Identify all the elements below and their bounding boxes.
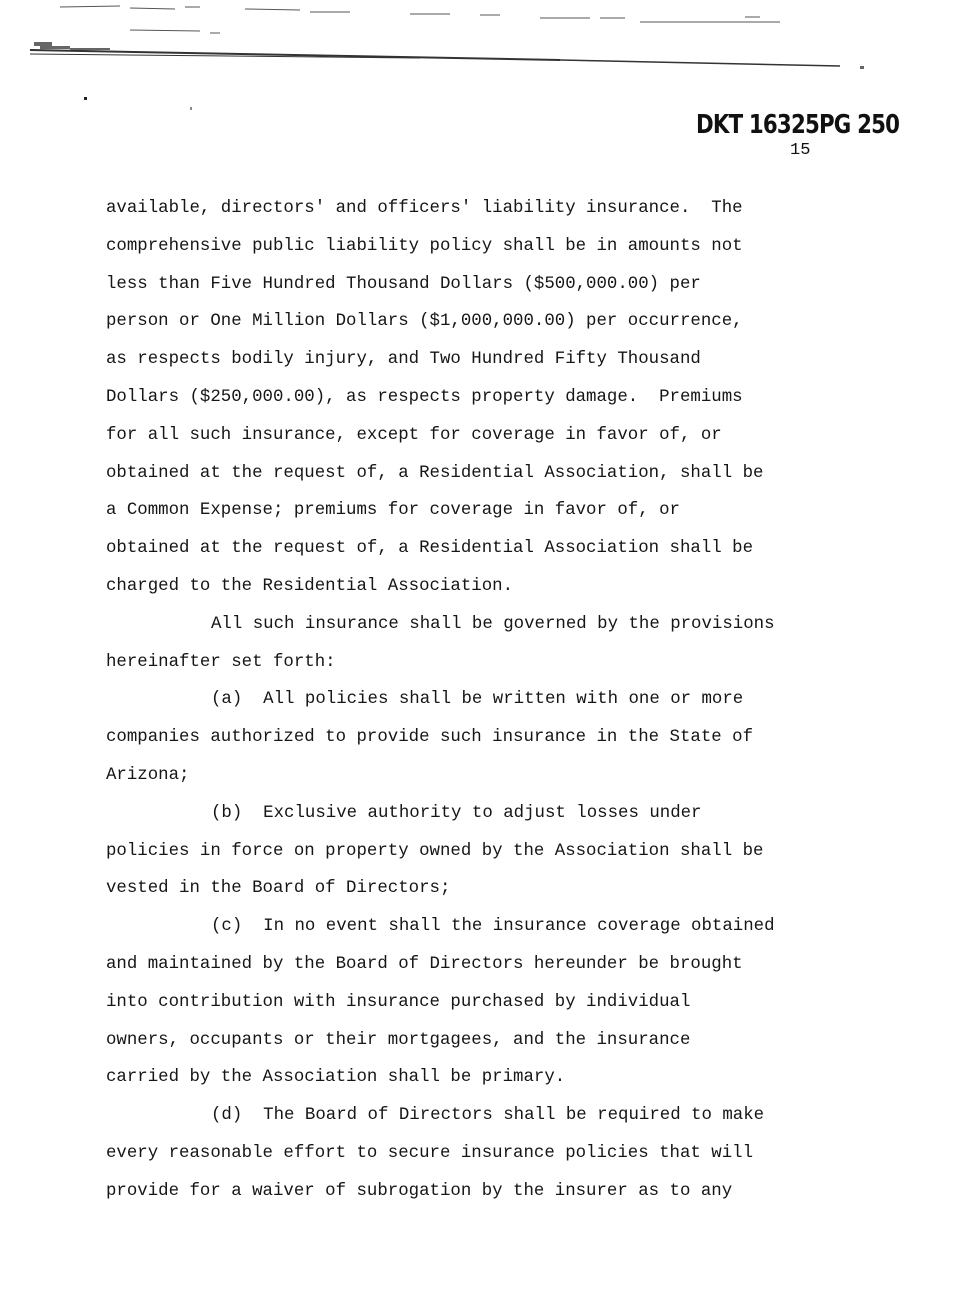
- text-line: comprehensive public liability policy shall be in amounts not: [106, 236, 743, 256]
- provision-c: [106, 908, 866, 1097]
- text-line: vested in the Board of Directors;: [106, 879, 451, 899]
- recording-stamp: DKT 16325PG 250: [696, 110, 900, 140]
- text-line: (c) In no event shall the insurance coverage obtained: [211, 917, 775, 937]
- speck: [84, 97, 87, 100]
- text-line: All such insurance shall be governed by the provisions: [211, 614, 775, 634]
- text-line: hereinafter set forth:: [106, 652, 336, 672]
- text-line: less than Five Hundred Thousand Dollars ($500,000.00) per: [106, 274, 701, 294]
- document-body: [106, 190, 866, 1211]
- text-line: available, directors' and officers' liability insurance. The: [106, 199, 743, 218]
- text-line: obtained at the request of, a Residential Association shall be: [106, 539, 754, 559]
- text-line: owners, occupants or their mortgagees, and the insurance: [106, 1030, 691, 1050]
- provision-a: [106, 681, 866, 794]
- text-line: Dollars ($250,000.00), as respects property damage. Premiums: [106, 387, 743, 407]
- text-line: (b) Exclusive authority to adjust losses under: [211, 803, 702, 823]
- text-line: for all such insurance, except for coverage in favor of, or: [106, 425, 722, 445]
- provision-b: [106, 795, 866, 908]
- text-line: carried by the Association shall be primary.: [106, 1068, 566, 1088]
- paragraph-governed-by: [106, 606, 866, 682]
- text-line: every reasonable effort to secure insurance policies that will: [106, 1143, 754, 1163]
- text-line: Arizona;: [106, 765, 190, 785]
- text-line: a Common Expense; premiums for coverage in favor of, or: [106, 501, 680, 521]
- provision-d: [106, 1097, 866, 1210]
- text-line: charged to the Residential Association.: [106, 576, 514, 596]
- text-line: policies in force on property owned by the Association shall be: [106, 841, 764, 861]
- text-line: companies authorized to provide such insurance in the State of: [106, 728, 754, 748]
- text-line: obtained at the request of, a Residential Association, shall be: [106, 463, 764, 483]
- speck: [190, 107, 192, 110]
- text-line: provide for a waiver of subrogation by the insurer as to any: [106, 1181, 733, 1201]
- text-line: person or One Million Dollars ($1,000,000.00) per occurrence,: [106, 312, 743, 332]
- text-line: (d) The Board of Directors shall be required to make: [211, 1106, 765, 1126]
- text-line: and maintained by the Board of Directors hereunder be brought: [106, 954, 743, 974]
- text-line: as respects bodily injury, and Two Hundred Fifty Thousand: [106, 350, 701, 370]
- text-line: (a) All policies shall be written with one or more: [211, 690, 744, 710]
- page-number: 15: [790, 141, 811, 160]
- text-line: into contribution with insurance purchased by individual: [106, 992, 691, 1012]
- paragraph-premiums: [106, 190, 866, 606]
- scan-artifact-lines: [0, 0, 960, 80]
